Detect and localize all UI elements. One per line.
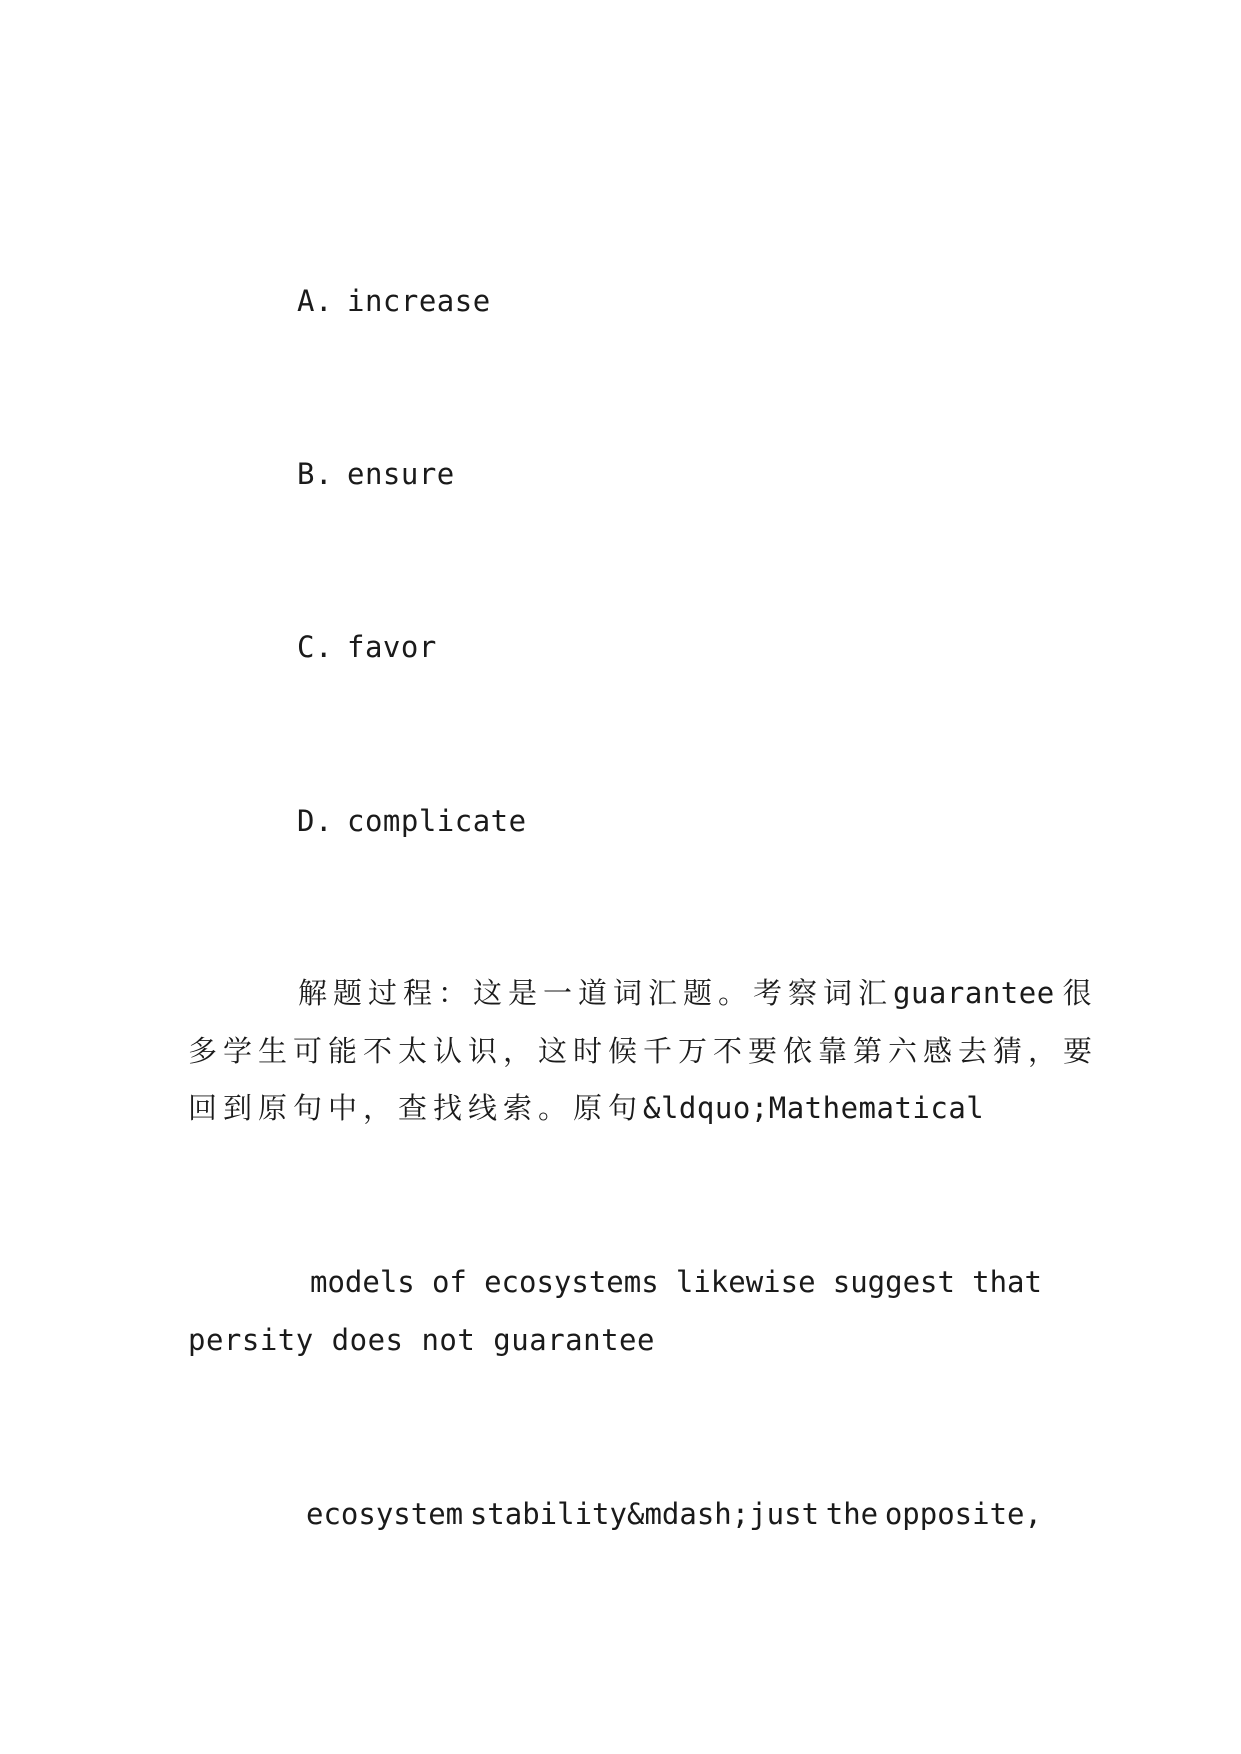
- quote-word: stability&mdash;just: [469, 1497, 820, 1531]
- option-d: [297, 804, 527, 838]
- quote-word: likewise: [675, 1265, 816, 1299]
- quote-word: of: [431, 1265, 467, 1299]
- quote-line-3: [306, 1497, 1042, 1531]
- explanation-keyword: guarantee: [893, 976, 1055, 1010]
- option-c: [297, 630, 437, 664]
- explanation-line-3: [188, 1091, 984, 1125]
- quote-line-2: [188, 1323, 655, 1357]
- option-text: increase: [347, 284, 491, 318]
- option-a: [297, 284, 491, 318]
- option-letter: B.: [297, 457, 333, 491]
- quote-line-1: [310, 1265, 1042, 1299]
- quote-word: models: [310, 1265, 415, 1299]
- quote-word: ecosystems: [484, 1265, 659, 1299]
- explanation-text: 多学生可能不太认识，这时候千万不要依靠第六感去猜，要: [188, 1034, 1099, 1068]
- option-letter: C.: [297, 630, 333, 664]
- explanation-line-2: [188, 1034, 1098, 1068]
- option-text: ensure: [347, 457, 455, 491]
- option-text: favor: [347, 630, 437, 664]
- option-letter: D.: [297, 804, 333, 838]
- quote-text: persity does not guarantee: [188, 1323, 655, 1357]
- explanation-line-1: [298, 976, 1098, 1010]
- option-b: [297, 457, 455, 491]
- explanation-quote-start: &ldquo;Mathematical: [643, 1091, 985, 1125]
- quote-word: the: [825, 1497, 879, 1531]
- quote-word: opposite,: [884, 1497, 1042, 1531]
- quote-word: that: [972, 1265, 1042, 1299]
- explanation-text: 解题过程：这是一道词汇题。考察词汇: [298, 976, 894, 1010]
- quote-word: suggest: [832, 1265, 955, 1299]
- option-text: complicate: [347, 804, 527, 838]
- explanation-text: 很: [1062, 976, 1098, 1010]
- quote-word: ecosystem: [306, 1497, 464, 1531]
- option-letter: A.: [297, 284, 333, 318]
- explanation-text: 回到原句中，查找线索。原句: [188, 1091, 644, 1125]
